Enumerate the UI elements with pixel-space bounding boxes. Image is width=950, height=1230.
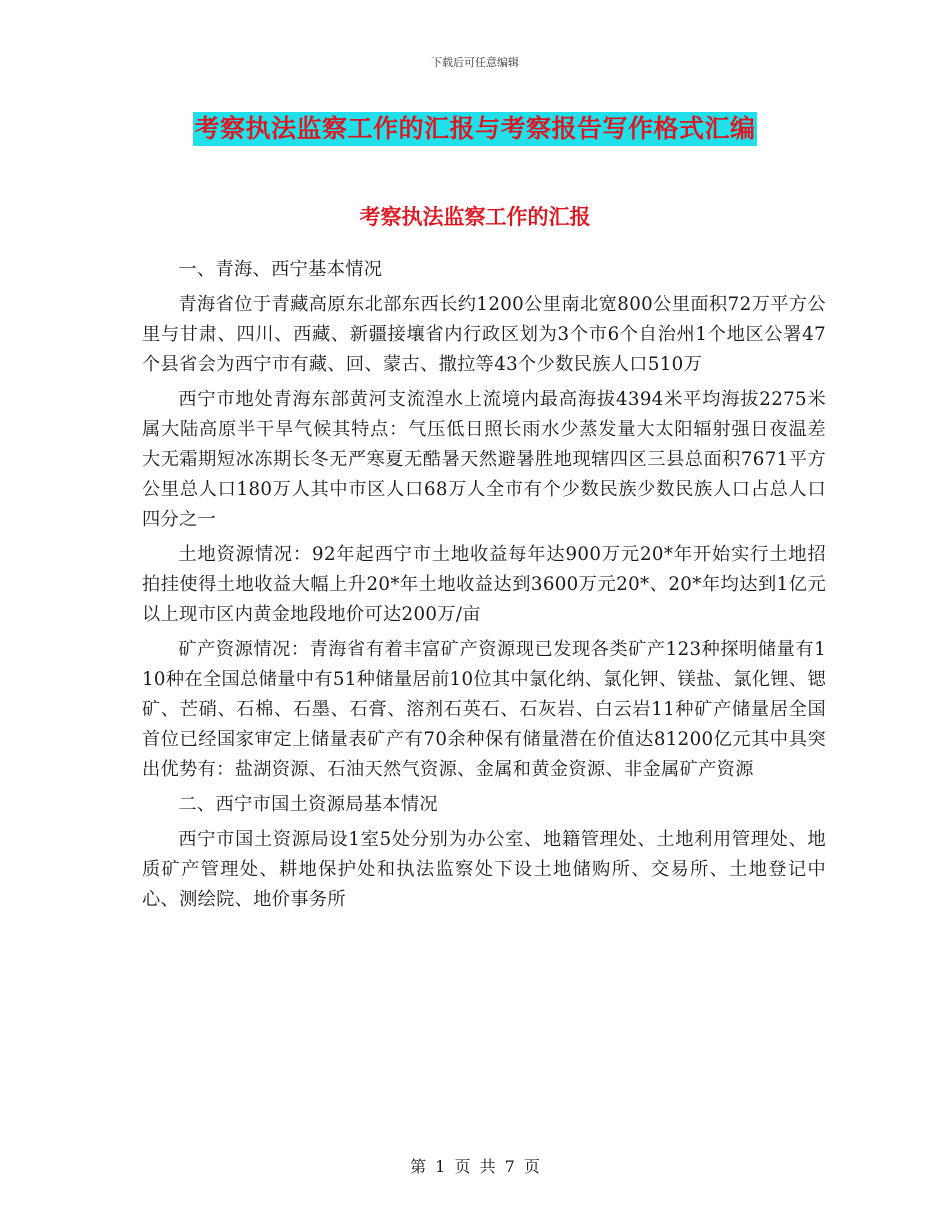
header-note: 下载后可任意编辑	[431, 56, 519, 69]
paragraph-heading-1: 一、青海、西宁基本情况	[178, 259, 383, 280]
document-body	[142, 250, 826, 915]
section-title: 考察执法监察工作的汇报	[359, 204, 591, 229]
paragraph: 矿产资源情况：青海省有着丰富矿产资源现已发现各类矿产123种探明储量有110种在全国总储量中有51种储量居前10位其中氯化纳、氯化钾、镁盐、氯化锂、锶矿、芒硝、石棉、石墨、石膏、溶剂石英石、石灰岩、白云岩11种矿产储量居全国首位已经国家审定上储量表矿产有70余种保有储量潜在价值达81200亿元其中具突出优势有：盐湖资源、石油天然气资源、金属和黄金资源、非金属矿产资源	[142, 639, 826, 780]
document-title-text: 考察执法监察工作的汇报与考察报告写作格式汇编	[193, 112, 756, 146]
page-footer: 第 1 页 共 7 页	[410, 1157, 540, 1176]
paragraph: 青海省位于青藏高原东北部东西长约1200公里南北宽800公里面积72万平方公里与甘肃、四川、西藏、新疆接壤省内行政区划为3个市6个自治州1个地区公署47个县省会为西宁市有藏、回、蒙古、撒拉等43个少数民族人口510万	[142, 294, 826, 375]
paragraph: 西宁市地处青海东部黄河支流湟水上流境内最高海拔4394米平均海拔2275米属大陆高原半干旱气候其特点：气压低日照长雨水少蒸发量大太阳辐射强日夜温差大无霜期短冰冻期长冬无严寒夏无酷暑天然避暑胜地现辖四区三县总面积7671平方公里总人口180万人其中市区人口68万人全市有个少数民族少数民族人口占总人口四分之一	[142, 389, 826, 530]
paragraph-heading-2: 二、西宁市国土资源局基本情况	[178, 794, 438, 815]
paragraph: 土地资源情况：92年起西宁市土地收益每年达900万元20*年开始实行土地招拍挂使得土地收益大幅上升20*年土地收益达到3600万元20*、20*年均达到1亿元以上现市区内黄金地段地价可达200万/亩	[142, 544, 826, 625]
paragraph: 西宁市国土资源局设1室5处分别为办公室、地籍管理处、土地利用管理处、地质矿产管理处、耕地保护处和执法监察处下设土地储购所、交易所、土地登记中心、测绘院、地价事务所	[142, 829, 826, 910]
document-title	[0, 112, 950, 146]
